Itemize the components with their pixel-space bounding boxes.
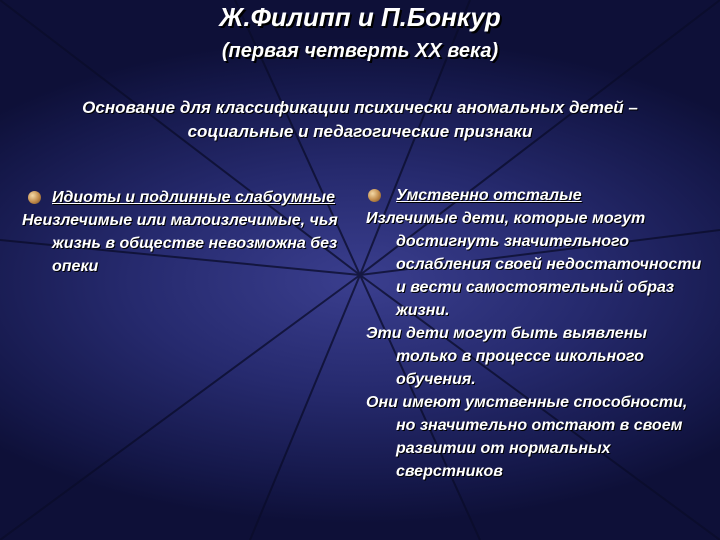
left-description: Неизлечимые или малоизлечимые, чья жизнь в обществе невозможна без опеки	[22, 212, 338, 275]
right-paragraph-3: Они имеют умственные способности, но значительно отстают в своем развитии от нормальных сверстников	[366, 394, 688, 480]
right-paragraph-2: Эти дети могут быть выявлены только в процессе школьного обучения.	[366, 325, 648, 388]
bullet-icon	[28, 191, 41, 204]
left-column	[22, 186, 352, 278]
left-heading	[22, 186, 352, 209]
right-column	[366, 184, 711, 483]
bullet-icon	[368, 189, 381, 202]
right-heading-text: Умственно отсталые	[396, 187, 582, 204]
right-heading	[366, 184, 711, 207]
right-paragraph-1: Излечимые дети, которые могут достигнуть значительного ослабления своей недостаточности и вести самостоятельный образ жизни.	[366, 210, 702, 319]
slide-subtitle: (первая четверть XX века)	[221, 40, 499, 62]
classification-basis: Основание для классификации психически аномальных детей – социальные и педагогические признаки	[82, 98, 638, 141]
slide-title: Ж.Филипп и П.Бонкур	[219, 2, 501, 32]
left-heading-text: Идиоты и подлинные слабоумные	[52, 189, 335, 206]
